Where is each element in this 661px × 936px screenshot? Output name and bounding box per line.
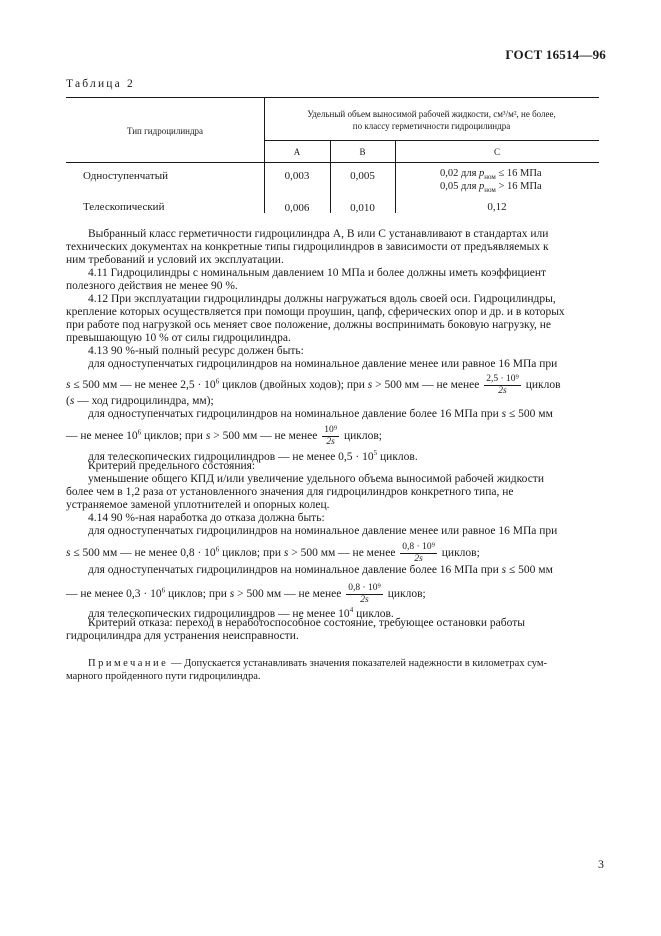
paragraph-line: уменьшение общего КПД и/или увеличение удельного объема выносимой рабочей жидкости bbox=[88, 473, 544, 485]
formula-line: — не менее $0,3 \cdot 10^6$ циклов; при s > 500 мм — не менее $\frac{\text{0,8 · 10⁹}}{2s}$ циклов; bbox=[66, 583, 426, 605]
paragraph-line: полезного действия не менее 90 %. bbox=[66, 280, 238, 292]
column-header-group-line1: Удельный объем выносимой рабочей жидкости, см³/м², не более, bbox=[307, 109, 556, 119]
paragraph-line: для телескопических гидроцилиндров — не менее $10^4$ циклов. bbox=[88, 606, 394, 620]
column-header-class-a: А bbox=[293, 147, 301, 157]
table-cell-c: 0,12 bbox=[487, 201, 507, 213]
table-cell-b: 0,005 bbox=[350, 170, 375, 182]
paragraph-line: для одноступенчатых гидроцилиндров на номинальное давление более 16 МПа при s ≤ 500 мм bbox=[88, 408, 553, 420]
table-cell-a: 0,003 bbox=[284, 170, 310, 182]
paragraph-line: превышающую 10 % от силы гидроцилиндра. bbox=[66, 332, 291, 344]
paragraph-line: при работе под нагрузкой ось меняет свое положение, должны воспринимать боковую нагрузку, не bbox=[66, 319, 552, 331]
column-header-group-line2: по классу герметичности гидроцилиндра bbox=[352, 121, 511, 131]
paragraph-line: устраняемое заменой уплотнителей и опорных колец. bbox=[66, 499, 330, 511]
paragraph-line: для одноступенчатых гидроцилиндров на номинальное давление менее или равное 16 МПа при bbox=[88, 525, 558, 537]
paragraph-line: для одноступенчатых гидроцилиндров на номинальное давление менее или равное 16 МПа при bbox=[88, 358, 558, 370]
table-cell-b: 0,010 bbox=[350, 202, 375, 214]
paragraph-line: для одноступенчатых гидроцилиндров на номинальное давление более 16 МПа при s ≤ 500 мм bbox=[88, 564, 553, 576]
fraction: $\frac{\text{10⁹}}{2s}$ bbox=[324, 425, 338, 447]
paragraph-line: технических документах на конкретные типы гидроцилиндров в зависимости от предъявляемых к bbox=[66, 241, 549, 253]
paragraph-line: Выбранный класс герметичности гидроцилиндра А, В или С устанавливают в стандартах или bbox=[88, 228, 549, 240]
column-header-class-c: С bbox=[493, 147, 500, 157]
paragraph-line: (s — ход гидроцилиндра, мм); bbox=[66, 395, 214, 407]
column-header-type: Тип гидроцилиндра bbox=[126, 126, 204, 136]
paragraph-line: крепление которых осуществляется при помощи проушин, цапф, сферических опор и др. и в которых bbox=[66, 306, 565, 318]
table-cell-a: 0,006 bbox=[284, 202, 310, 214]
table-caption: Таблица 2 bbox=[66, 78, 135, 90]
paragraph-4-12: 4.12 При эксплуатации гидроцилиндры должны нагружаться вдоль своей оси. Гидроцилиндры, bbox=[88, 293, 556, 305]
formula-line: s ≤ 500 мм — не менее $0,8 \cdot 10^6$ циклов; при s > 500 мм — не менее $\frac{\text{0,8 · 10⁹}}{2s}$ циклов; bbox=[66, 542, 480, 564]
note: Примечание — Допускается устанавливать значения показателей надежности в километрах сум- bbox=[88, 658, 547, 669]
paragraph-line: Критерий отказа: переход в неработоспособное состояние, требующее остановки работы bbox=[88, 617, 525, 629]
formula-line: — не менее $10^6$ циклов; при s > 500 мм — не менее $\frac{\text{10⁹}}{2s}$ циклов; bbox=[66, 425, 382, 447]
page-number: 3 bbox=[598, 857, 604, 871]
formula-line: s ≤ 500 мм — не менее $2,5 \cdot 10^6$ циклов (двойных ходов); при s > 500 мм — не менее $\frac{\text{2,5 · 10⁹}}{2s}$ циклов bbox=[66, 374, 561, 396]
paragraph-line: более чем в 1,2 раза от установленного значения для гидроцилиндров конкретного типа, не bbox=[66, 486, 514, 498]
paragraph-line: гидроцилиндра для устранения неисправности. bbox=[66, 630, 299, 642]
criterion-heading: Критерий предельного состояния: bbox=[88, 460, 256, 472]
table-row-type: Телескопический bbox=[83, 201, 165, 213]
table-cell-c-line1: 0,02 для $p_{ном} \le 16$ МПа bbox=[440, 168, 542, 182]
paragraph-line: ним требований и условий их эксплуатации. bbox=[66, 254, 284, 266]
note-line: марного пройденного пути гидроцилиндра. bbox=[66, 671, 261, 682]
column-header-class-b: В bbox=[359, 147, 366, 157]
fraction: $\frac{\text{2,5 · 10⁹}}{2s}$ bbox=[486, 374, 519, 396]
fraction: $\frac{\text{0,8 · 10⁹}}{2s}$ bbox=[348, 583, 381, 605]
paragraph-line: для телескопических гидроцилиндров — не менее $0,5 \cdot 10^5$ циклов. bbox=[88, 449, 418, 463]
table-cell-c-line2: 0,05 для $p_{ном} > 16$ МПа bbox=[440, 181, 542, 195]
document-code: ГОСТ 16514—96 bbox=[505, 47, 606, 62]
table-row-type: Одноступенчатый bbox=[83, 170, 168, 182]
fraction: $\frac{\text{0,8 · 10⁹}}{2s}$ bbox=[402, 542, 435, 564]
paragraph-4-14-heading: 4.14 90 %-ная наработка до отказа должна быть: bbox=[88, 512, 325, 524]
paragraph-4-13-heading: 4.13 90 %-ный полный ресурс должен быть: bbox=[88, 345, 304, 357]
paragraph-4-11: 4.11 Гидроцилиндры с номинальным давлением 10 МПа и более должны иметь коэффициент bbox=[88, 267, 547, 279]
